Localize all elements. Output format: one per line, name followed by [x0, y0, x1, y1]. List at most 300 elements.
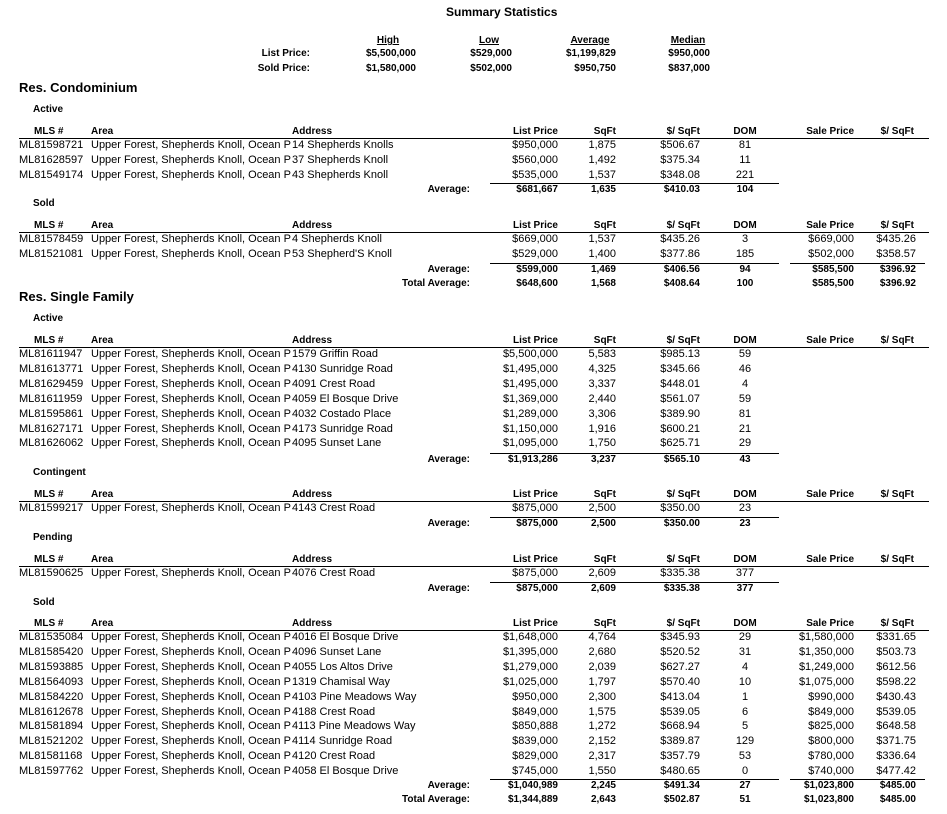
table-cell: $503.73: [876, 645, 916, 658]
table-cell: ML81598721: [19, 139, 84, 151]
column-header: Sale Price: [806, 220, 854, 231]
summary-label-list: List Price:: [261, 48, 310, 59]
table-cell: 129: [735, 735, 755, 748]
table-cell: 185: [735, 247, 755, 260]
table-cell: $502,000: [808, 247, 854, 260]
table-cell: 43 Shepherds Knoll: [292, 168, 389, 181]
summary-row-value: $396.92: [879, 278, 916, 289]
table-cell: 4,764: [588, 631, 616, 643]
table-cell: Upper Forest, Shepherds Knoll, Ocean P: [91, 348, 291, 360]
table-cell: $745,000: [512, 765, 558, 778]
summary-row-value: $408.64: [663, 278, 700, 289]
table-cell: $375.34: [660, 153, 700, 166]
column-header: $/ SqFt: [666, 554, 700, 565]
table-cell: $1,095,000: [502, 437, 558, 450]
summary-row-value: 1,635: [590, 184, 616, 195]
table-row: [0, 719, 947, 733]
column-header: SqFt: [593, 126, 616, 137]
summary-row-value: $875,000: [516, 583, 558, 594]
table-cell: 4 Shepherds Knoll: [292, 233, 382, 245]
table-cell: Upper Forest, Shepherds Knoll, Ocean P: [91, 765, 291, 778]
table-cell: $1,150,000: [502, 422, 558, 435]
column-header: $/ SqFt: [666, 335, 700, 346]
table-cell: 4076 Crest Road: [292, 567, 376, 579]
table-cell: $480.65: [660, 765, 700, 778]
table-row: [0, 247, 947, 261]
table-row: [0, 232, 947, 246]
summary-row-value: $350.00: [663, 518, 700, 529]
table-cell: $413.04: [660, 690, 700, 703]
table-cell: ML81535084: [19, 631, 84, 643]
status-heading: Sold: [33, 198, 55, 209]
table-cell: Upper Forest, Shepherds Knoll, Ocean P: [91, 502, 291, 514]
table-row: [0, 138, 947, 152]
table-cell: $371.75: [876, 735, 916, 748]
table-cell: 37 Shepherds Knoll: [292, 153, 389, 166]
table-cell: $389.90: [660, 407, 700, 420]
table-cell: $1,279,000: [502, 660, 558, 673]
table-cell: ML81627171: [19, 422, 84, 435]
summary-row-label: Average:: [427, 264, 470, 275]
table-row: [0, 501, 947, 515]
summary-row-value: $1,913,286: [507, 454, 558, 465]
table-cell: 4113 Pine Meadows Way: [292, 720, 416, 733]
category-title: Res. Single Family: [19, 289, 134, 304]
table-cell: ML81585420: [19, 645, 84, 658]
table-cell: $430.43: [876, 690, 916, 703]
table-cell: Upper Forest, Shepherds Knoll, Ocean P: [91, 750, 291, 763]
table-cell: 29: [738, 631, 752, 643]
table-cell: $348.08: [660, 168, 700, 181]
table-cell: 4143 Crest Road: [292, 502, 376, 514]
table-cell: $336.64: [876, 750, 916, 763]
table-cell: $849,000: [808, 705, 854, 718]
summary-row-value: $648,600: [516, 278, 558, 289]
column-header: Area: [91, 554, 114, 565]
table-cell: 53 Shepherd'S Knoll: [292, 247, 392, 260]
table-cell: $1,249,000: [798, 660, 854, 673]
column-header: $/ SqFt: [880, 489, 914, 500]
summary-row-value: $491.34: [663, 780, 700, 791]
summary-row-value: $406.56: [663, 264, 700, 275]
table-cell: $529,000: [512, 247, 558, 260]
table-row: [0, 764, 947, 778]
summary-row-value: 3,237: [590, 454, 616, 465]
table-cell: 4120 Crest Road: [292, 750, 376, 763]
summary-row-value: $681,667: [516, 184, 558, 195]
table-cell: 1,750: [588, 437, 616, 450]
summary-value: $529,000: [470, 48, 512, 59]
summary-row-value: 23: [739, 518, 751, 529]
table-cell: 31: [738, 645, 752, 658]
table-row: [0, 660, 947, 674]
column-header: $/ SqFt: [880, 126, 914, 137]
table-row: [0, 392, 947, 406]
table-cell: $875,000: [512, 567, 558, 579]
table-cell: ML81590625: [19, 567, 84, 579]
table-cell: ML81593885: [19, 660, 84, 673]
column-header: DOM: [733, 554, 757, 565]
summary-row-value: $502.87: [663, 794, 700, 805]
table-cell: Upper Forest, Shepherds Knoll, Ocean P: [91, 233, 291, 245]
table-cell: 5: [741, 720, 749, 733]
summary-row-value: 2,245: [590, 780, 616, 791]
table-cell: $560,000: [512, 153, 558, 166]
table-cell: 3,337: [588, 377, 616, 390]
table-cell: 4091 Crest Road: [292, 377, 376, 390]
table-cell: 6: [741, 705, 749, 718]
table-cell: ML81581168: [19, 750, 83, 763]
summary-value: $950,000: [668, 48, 710, 59]
column-header: List Price: [512, 489, 558, 500]
summary-row-value: 104: [736, 184, 754, 195]
table-cell: ML81613771: [19, 362, 84, 375]
table-row: [0, 362, 947, 376]
table-cell: ML81564093: [19, 675, 84, 688]
table-cell: 10: [738, 675, 752, 688]
table-cell: Upper Forest, Shepherds Knoll, Ocean P: [91, 168, 291, 181]
table-cell: 4: [741, 377, 749, 390]
summary-value: $837,000: [668, 63, 710, 74]
table-cell: 1579 Griffin Road: [292, 348, 379, 360]
summary-row-value: $1,344,889: [507, 794, 558, 805]
table-cell: $800,000: [808, 735, 854, 748]
summary-value: $950,750: [574, 63, 616, 74]
table-cell: 2,039: [588, 660, 616, 673]
table-cell: $448.01: [660, 377, 700, 390]
table-cell: $1,369,000: [502, 392, 558, 405]
table-cell: $669,000: [512, 233, 558, 245]
column-header: Area: [91, 220, 114, 231]
column-header: DOM: [733, 335, 757, 346]
table-cell: 4188 Crest Road: [292, 705, 376, 718]
table-row: [0, 705, 947, 719]
table-cell: $539.05: [876, 705, 916, 718]
column-header: Sale Price: [806, 126, 854, 137]
table-cell: Upper Forest, Shepherds Knoll, Ocean P: [91, 407, 291, 420]
column-header: Address: [292, 220, 333, 231]
table-cell: $535,000: [512, 168, 558, 181]
summary-row-value: $410.03: [663, 184, 700, 195]
table-cell: Upper Forest, Shepherds Knoll, Ocean P: [91, 735, 291, 748]
column-header: Sale Price: [806, 489, 854, 500]
summary-row-value: 2,643: [590, 794, 616, 805]
table-cell: $990,000: [808, 690, 854, 703]
table-row: [0, 690, 947, 704]
table-cell: $825,000: [808, 720, 854, 733]
table-cell: ML81584220: [19, 690, 84, 703]
table-cell: 23: [738, 502, 752, 514]
table-cell: Upper Forest, Shepherds Knoll, Ocean P: [91, 139, 291, 151]
table-cell: $377.86: [660, 247, 700, 260]
summary-row-value: 2,500: [590, 518, 616, 529]
table-cell: $625.71: [660, 437, 700, 450]
column-header: $/ SqFt: [880, 618, 914, 629]
column-header: $/ SqFt: [666, 618, 700, 629]
table-cell: ML81626062: [19, 437, 84, 450]
table-cell: 59: [738, 348, 752, 360]
table-row: [0, 675, 947, 689]
summary-value: $502,000: [470, 63, 512, 74]
table-cell: Upper Forest, Shepherds Knoll, Ocean P: [91, 247, 291, 260]
table-cell: $358.57: [876, 247, 916, 260]
table-cell: $1,648,000: [502, 631, 558, 643]
table-cell: 2,609: [588, 567, 616, 579]
table-cell: 1,916: [588, 422, 616, 435]
summary-row-label: Average:: [427, 184, 470, 195]
table-cell: 53: [738, 750, 752, 763]
table-cell: $669,000: [808, 233, 854, 245]
table-cell: 4114 Sunridge Road: [292, 735, 393, 748]
table-cell: Upper Forest, Shepherds Knoll, Ocean P: [91, 422, 291, 435]
column-header: MLS #: [34, 618, 64, 629]
status-heading: Contingent: [33, 467, 86, 478]
status-heading: Active: [33, 104, 64, 115]
table-cell: $539.05: [660, 705, 700, 718]
table-cell: ML81599217: [19, 502, 84, 514]
table-cell: 4,325: [588, 362, 616, 375]
column-header: $/ SqFt: [880, 220, 914, 231]
table-cell: $345.66: [660, 362, 700, 375]
table-cell: $1,025,000: [502, 675, 558, 688]
summary-value: $1,199,829: [565, 48, 616, 59]
table-cell: $1,350,000: [798, 645, 854, 658]
table-cell: ML81521081: [19, 247, 84, 260]
table-row: [0, 436, 947, 450]
table-cell: Upper Forest, Shepherds Knoll, Ocean P: [91, 392, 291, 405]
summary-row-value: $396.92: [879, 264, 916, 275]
table-cell: 4103 Pine Meadows Way: [292, 690, 417, 703]
table-cell: 21: [738, 422, 752, 435]
table-cell: 4016 El Bosque Drive: [292, 631, 399, 643]
summary-row-label: Average:: [427, 518, 470, 529]
table-cell: 377: [735, 567, 755, 579]
column-header: Area: [91, 618, 114, 629]
table-cell: 1,875: [588, 139, 616, 151]
table-cell: Upper Forest, Shepherds Knoll, Ocean P: [91, 690, 291, 703]
column-header: $/ SqFt: [880, 335, 914, 346]
table-cell: $561.07: [660, 392, 700, 405]
table-cell: Upper Forest, Shepherds Knoll, Ocean P: [91, 377, 291, 390]
table-cell: $950,000: [512, 139, 558, 151]
table-cell: 4032 Costado Place: [292, 407, 392, 420]
table-cell: 1,550: [588, 765, 616, 778]
column-header: Address: [292, 618, 333, 629]
summary-value: $1,580,000: [365, 63, 416, 74]
summary-label-sold: Sold Price:: [257, 63, 310, 74]
table-cell: $435.26: [876, 233, 916, 245]
table-cell: 1,797: [588, 675, 616, 688]
table-cell: Upper Forest, Shepherds Knoll, Ocean P: [91, 153, 291, 166]
summary-row-value: $585,500: [812, 278, 854, 289]
table-cell: ML81549174: [19, 168, 84, 181]
table-row: [0, 153, 947, 167]
category-title: Res. Condominium: [19, 80, 138, 95]
table-cell: Upper Forest, Shepherds Knoll, Ocean P: [91, 437, 291, 450]
table-cell: $648.58: [876, 720, 916, 733]
table-cell: $780,000: [808, 750, 854, 763]
table-cell: Upper Forest, Shepherds Knoll, Ocean P: [91, 720, 291, 733]
summary-row-value: 43: [739, 454, 751, 465]
table-cell: $331.65: [876, 631, 916, 643]
status-heading: Active: [33, 313, 64, 324]
summary-header-high: High: [376, 35, 400, 46]
column-header: SqFt: [593, 220, 616, 231]
table-row: [0, 749, 947, 763]
column-header: $/ SqFt: [666, 220, 700, 231]
table-cell: $357.79: [660, 750, 700, 763]
table-cell: $350.00: [660, 502, 700, 514]
table-cell: ML81629459: [19, 377, 84, 390]
column-header: Address: [292, 554, 333, 565]
summary-row-label: Average:: [427, 780, 470, 791]
summary-header-median: Median: [670, 35, 706, 46]
column-header: DOM: [733, 618, 757, 629]
summary-row-value: $599,000: [516, 264, 558, 275]
table-cell: 2,300: [588, 690, 616, 703]
table-cell: 1,400: [588, 247, 616, 260]
column-header: SqFt: [593, 335, 616, 346]
column-header: DOM: [733, 489, 757, 500]
table-row: [0, 407, 947, 421]
table-cell: $668.94: [660, 720, 700, 733]
table-cell: 46: [738, 362, 752, 375]
summary-row-value: $875,000: [516, 518, 558, 529]
summary-header-average: Average: [570, 35, 610, 46]
table-cell: 4173 Sunridge Road: [292, 422, 393, 435]
table-cell: $829,000: [512, 750, 558, 763]
table-cell: $345.93: [660, 631, 700, 643]
column-header: SqFt: [593, 554, 616, 565]
table-cell: $477.42: [876, 765, 916, 778]
column-header: DOM: [733, 126, 757, 137]
column-header: Sale Price: [806, 335, 854, 346]
table-cell: $985.13: [660, 348, 700, 360]
column-header: List Price: [512, 126, 558, 137]
summary-row-value: 377: [736, 583, 754, 594]
column-header: $/ SqFt: [666, 126, 700, 137]
column-header: $/ SqFt: [880, 554, 914, 565]
table-cell: ML81611959: [19, 392, 83, 405]
column-header: DOM: [733, 220, 757, 231]
column-header: SqFt: [593, 618, 616, 629]
table-cell: 1,575: [588, 705, 616, 718]
table-cell: Upper Forest, Shepherds Knoll, Ocean P: [91, 645, 291, 658]
summary-row-value: $1,023,800: [803, 794, 854, 805]
column-header: Sale Price: [806, 618, 854, 629]
summary-value: $5,500,000: [365, 48, 416, 59]
status-heading: Sold: [33, 597, 55, 608]
table-cell: 2,440: [588, 392, 616, 405]
summary-row-label: Total Average:: [402, 278, 470, 289]
column-header: MLS #: [34, 554, 64, 565]
column-header: List Price: [512, 335, 558, 346]
table-cell: ML81612678: [19, 705, 84, 718]
table-cell: 3,306: [588, 407, 616, 420]
column-header: Address: [292, 335, 333, 346]
table-cell: $849,000: [512, 705, 558, 718]
table-cell: ML81611947: [19, 348, 83, 360]
table-cell: 14 Shepherds Knolls: [292, 139, 394, 151]
column-header: MLS #: [34, 335, 64, 346]
table-row: [0, 422, 947, 436]
table-cell: $389.87: [660, 735, 700, 748]
table-row: [0, 630, 947, 644]
table-cell: 4130 Sunridge Road: [292, 362, 393, 375]
table-cell: $850,888: [512, 720, 558, 733]
summary-row-value: 100: [736, 278, 754, 289]
summary-row-value: 94: [739, 264, 751, 275]
column-header: MLS #: [34, 126, 64, 137]
table-cell: 4058 El Bosque Drive: [292, 765, 399, 778]
table-cell: ML81595861: [19, 407, 84, 420]
table-row: [0, 645, 947, 659]
table-cell: $612.56: [876, 660, 916, 673]
table-cell: 4059 El Bosque Drive: [292, 392, 399, 405]
table-row: [0, 377, 947, 391]
table-cell: $1,495,000: [502, 362, 558, 375]
table-cell: Upper Forest, Shepherds Knoll, Ocean P: [91, 362, 291, 375]
table-cell: Upper Forest, Shepherds Knoll, Ocean P: [91, 660, 291, 673]
table-cell: $1,495,000: [502, 377, 558, 390]
column-header: MLS #: [34, 220, 64, 231]
page-title: Summary Statistics: [446, 5, 558, 19]
table-cell: ML81578459: [19, 233, 84, 245]
table-cell: $335.38: [660, 567, 700, 579]
table-cell: ML81521202: [19, 735, 84, 748]
table-row: [0, 168, 947, 182]
summary-row-value: $1,040,989: [507, 780, 558, 791]
table-cell: ML81628597: [19, 153, 84, 166]
table-cell: 5,583: [588, 348, 616, 360]
column-header: Area: [91, 489, 114, 500]
summary-row-label: Average:: [427, 454, 470, 465]
column-header: Address: [292, 489, 333, 500]
table-cell: 221: [735, 168, 755, 181]
column-header: Address: [292, 126, 333, 137]
summary-row-label: Average:: [427, 583, 470, 594]
table-cell: 2,680: [588, 645, 616, 658]
table-cell: 4: [741, 660, 749, 673]
table-cell: 4096 Sunset Lane: [292, 645, 382, 658]
column-header: List Price: [512, 618, 558, 629]
table-cell: $1,395,000: [502, 645, 558, 658]
table-cell: 1,537: [588, 168, 616, 181]
summary-row-value: $1,023,800: [803, 780, 854, 791]
table-cell: 2,152: [588, 735, 616, 748]
column-header: Area: [91, 335, 114, 346]
table-cell: 3: [741, 233, 749, 245]
table-cell: $627.27: [660, 660, 700, 673]
table-cell: $950,000: [512, 690, 558, 703]
table-cell: $506.67: [660, 139, 700, 151]
table-cell: $5,500,000: [502, 348, 558, 360]
table-cell: 1: [741, 690, 749, 703]
column-header: Sale Price: [806, 554, 854, 565]
table-cell: ML81597762: [19, 765, 84, 778]
table-cell: $875,000: [512, 502, 558, 514]
table-cell: 1,537: [588, 233, 616, 245]
summary-row-value: 2,609: [590, 583, 616, 594]
column-header: MLS #: [34, 489, 64, 500]
table-cell: $570.40: [660, 675, 700, 688]
table-cell: $435.26: [660, 233, 700, 245]
column-header: Area: [91, 126, 114, 137]
table-cell: $1,289,000: [502, 407, 558, 420]
table-cell: $839,000: [512, 735, 558, 748]
table-cell: $1,075,000: [798, 675, 854, 688]
table-cell: 2,317: [588, 750, 616, 763]
